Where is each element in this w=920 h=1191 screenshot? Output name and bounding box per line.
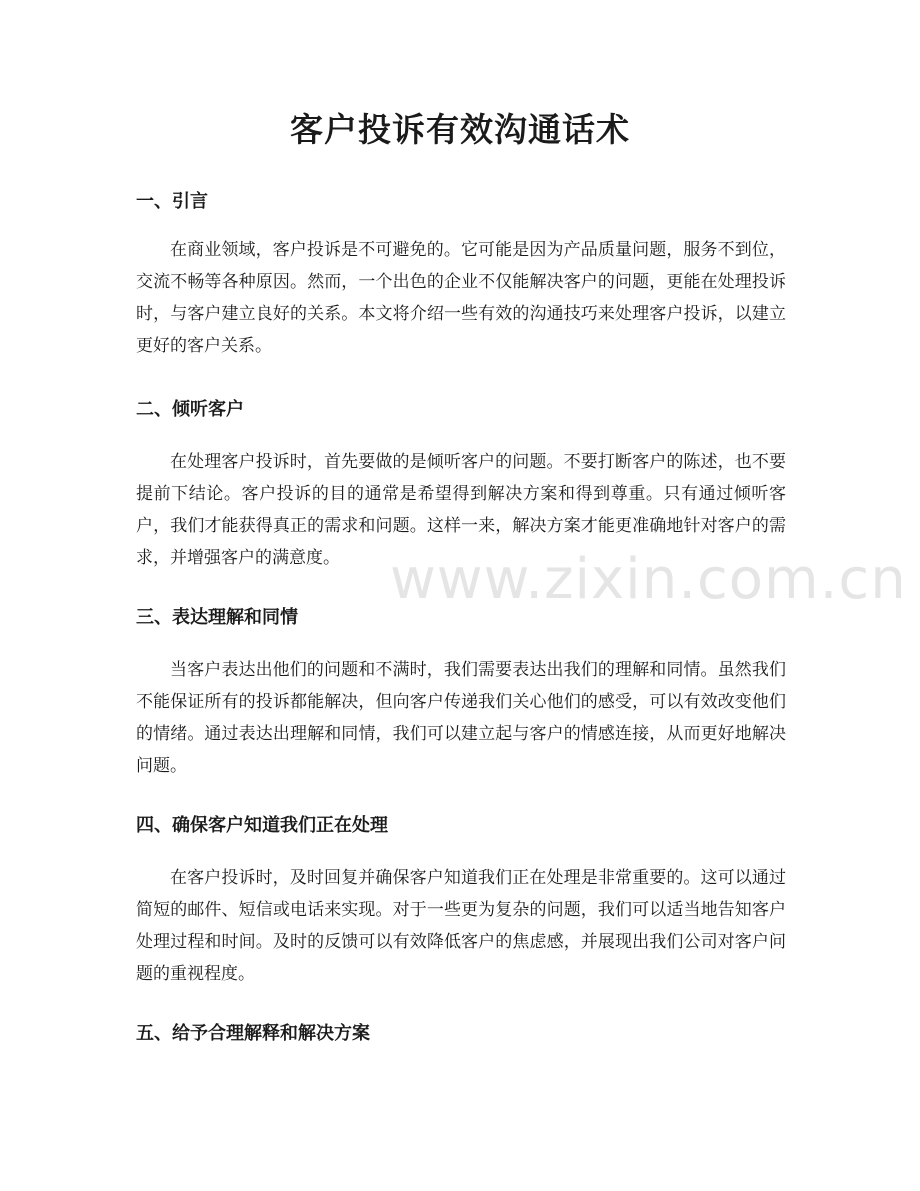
section-paragraph-listen: 在处理客户投诉时，首先要做的是倾听客户的问题。不要打断客户的陈述，也不要提前下结论。客户投诉的目的通常是希望得到解决方案和得到尊重。只有通过倾听客户，我们才能获得真正的需求和问题。这样一来，解决方案才能更准确地针对客户的需求，并增强客户的满意度。 [136, 452, 786, 568]
watermark-text: www.zixin.com.cn [390, 547, 907, 612]
section-paragraph-acknowledge: 在客户投诉时，及时回复并确保客户知道我们正在处理是非常重要的。这可以通过简短的邮件、短信或电话来实现。对于一些更为复杂的问题，我们可以适当地告知客户处理过程和时间。及时的反馈可以有效降低客户的焦虑感，并展现出我们公司对客户问题的重视程度。 [136, 868, 786, 984]
section-heading-explain: 五、给予合理解释和解决方案 [136, 1023, 370, 1044]
section-paragraph-intro: 在商业领域，客户投诉是不可避免的。它可能是因为产品质量问题，服务不到位，交流不畅等各种原因。然而，一个出色的企业不仅能解决客户的问题，更能在处理投诉时，与客户建立良好的关系。本文将介绍一些有效的沟通技巧来处理客户投诉，以建立更好的客户关系。 [136, 240, 786, 356]
section-heading-intro: 一、引言 [136, 191, 208, 212]
section-paragraph-empathy: 当客户表达出他们的问题和不满时，我们需要表达出我们的理解和同情。虽然我们不能保证所有的投诉都能解决，但向客户传递我们关心他们的感受，可以有效改变他们的情绪。通过表达出理解和同情，我们可以建立起与客户的情感连接，从而更好地解决问题。 [136, 660, 786, 776]
document-title: 客户投诉有效沟通话术 [290, 110, 630, 149]
section-heading-listen: 二、倾听客户 [136, 399, 244, 420]
section-heading-empathy: 三、表达理解和同情 [136, 607, 298, 628]
section-heading-acknowledge: 四、确保客户知道我们正在处理 [136, 815, 388, 836]
